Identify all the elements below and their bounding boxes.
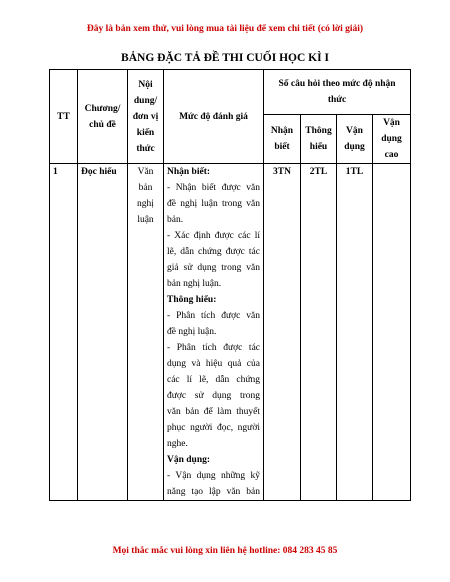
count-understand: 2TL bbox=[301, 164, 337, 501]
row-tt: 1 bbox=[50, 164, 78, 501]
criteria-line: bản nghị luận. bbox=[167, 279, 222, 289]
criteria-line: - Phân tích được văn bbox=[167, 311, 260, 321]
row-criteria bbox=[164, 164, 264, 501]
criteria-line: - Nhận biết được văn bbox=[167, 183, 260, 193]
hotline-notice: Mọi thắc mắc vui lòng xin liên hệ hotline: 084 283 45 85 bbox=[112, 546, 338, 556]
level-heading: Nhận biết: bbox=[167, 167, 211, 177]
row-chapter: Đọc hiểu bbox=[78, 164, 128, 501]
header-question-count: Số câu hỏi theo mức độ nhận thức bbox=[264, 70, 411, 115]
header-level-apply: Vận dụng bbox=[337, 115, 373, 164]
criteria-line: - Vận dụng những kỹ bbox=[167, 471, 260, 481]
header-chapter: Chương/ chủ đề bbox=[78, 70, 128, 164]
page-title: BẢNG ĐẶC TẢ ĐỀ THI CUỐI HỌC KÌ I bbox=[121, 52, 329, 64]
criteria-line: các lí lẽ, dẫn chứng bbox=[167, 375, 260, 385]
criteria-line: bản. bbox=[167, 215, 184, 225]
criteria-line: văn bản để làm thuyết bbox=[167, 407, 260, 417]
criteria-line: năng tạo lập văn bản bbox=[167, 487, 260, 497]
header-level-apply-high: Vận dụng cao bbox=[373, 115, 411, 164]
preview-notice: Đây là bản xem thử, vui lòng mua tài liệu để xem chi tiết (có lời giải) bbox=[86, 24, 364, 34]
count-apply: 1TL bbox=[337, 164, 373, 501]
table-row bbox=[50, 164, 411, 501]
count-apply-high bbox=[373, 164, 411, 501]
level-heading: Thông hiểu: bbox=[167, 295, 217, 305]
header-content: Nội dung/ đơn vị kiến thức bbox=[128, 70, 164, 164]
header-assessment: Mức độ đánh giá bbox=[164, 70, 264, 164]
criteria-line: dụng và hiệu quả của bbox=[167, 359, 260, 369]
criteria-line: được sử dụng trong bbox=[167, 391, 260, 401]
criteria-line: phục người đọc, người bbox=[167, 423, 260, 433]
criteria-line: đề nghị luận. bbox=[167, 327, 217, 337]
row-content: Văn bản nghị luận bbox=[128, 164, 164, 501]
criteria-line: - Phân tích được tác bbox=[167, 343, 260, 353]
criteria-line: lẽ, dẫn chứng được tác bbox=[167, 247, 260, 257]
specification-table bbox=[49, 69, 411, 501]
criteria-line: đề nghị luận trong văn bbox=[167, 199, 260, 209]
count-recognize: 3TN bbox=[264, 164, 301, 501]
header-level-recognize: Nhận biết bbox=[264, 115, 301, 164]
level-heading: Vận dụng: bbox=[167, 455, 211, 465]
criteria-line: giả sử dụng trong văn bbox=[167, 263, 260, 273]
criteria-line: nghe. bbox=[167, 439, 188, 449]
header-level-understand: Thông hiểu bbox=[301, 115, 337, 164]
criteria-line: - Xác định được các lí bbox=[167, 231, 260, 241]
header-tt: TT bbox=[50, 70, 78, 164]
